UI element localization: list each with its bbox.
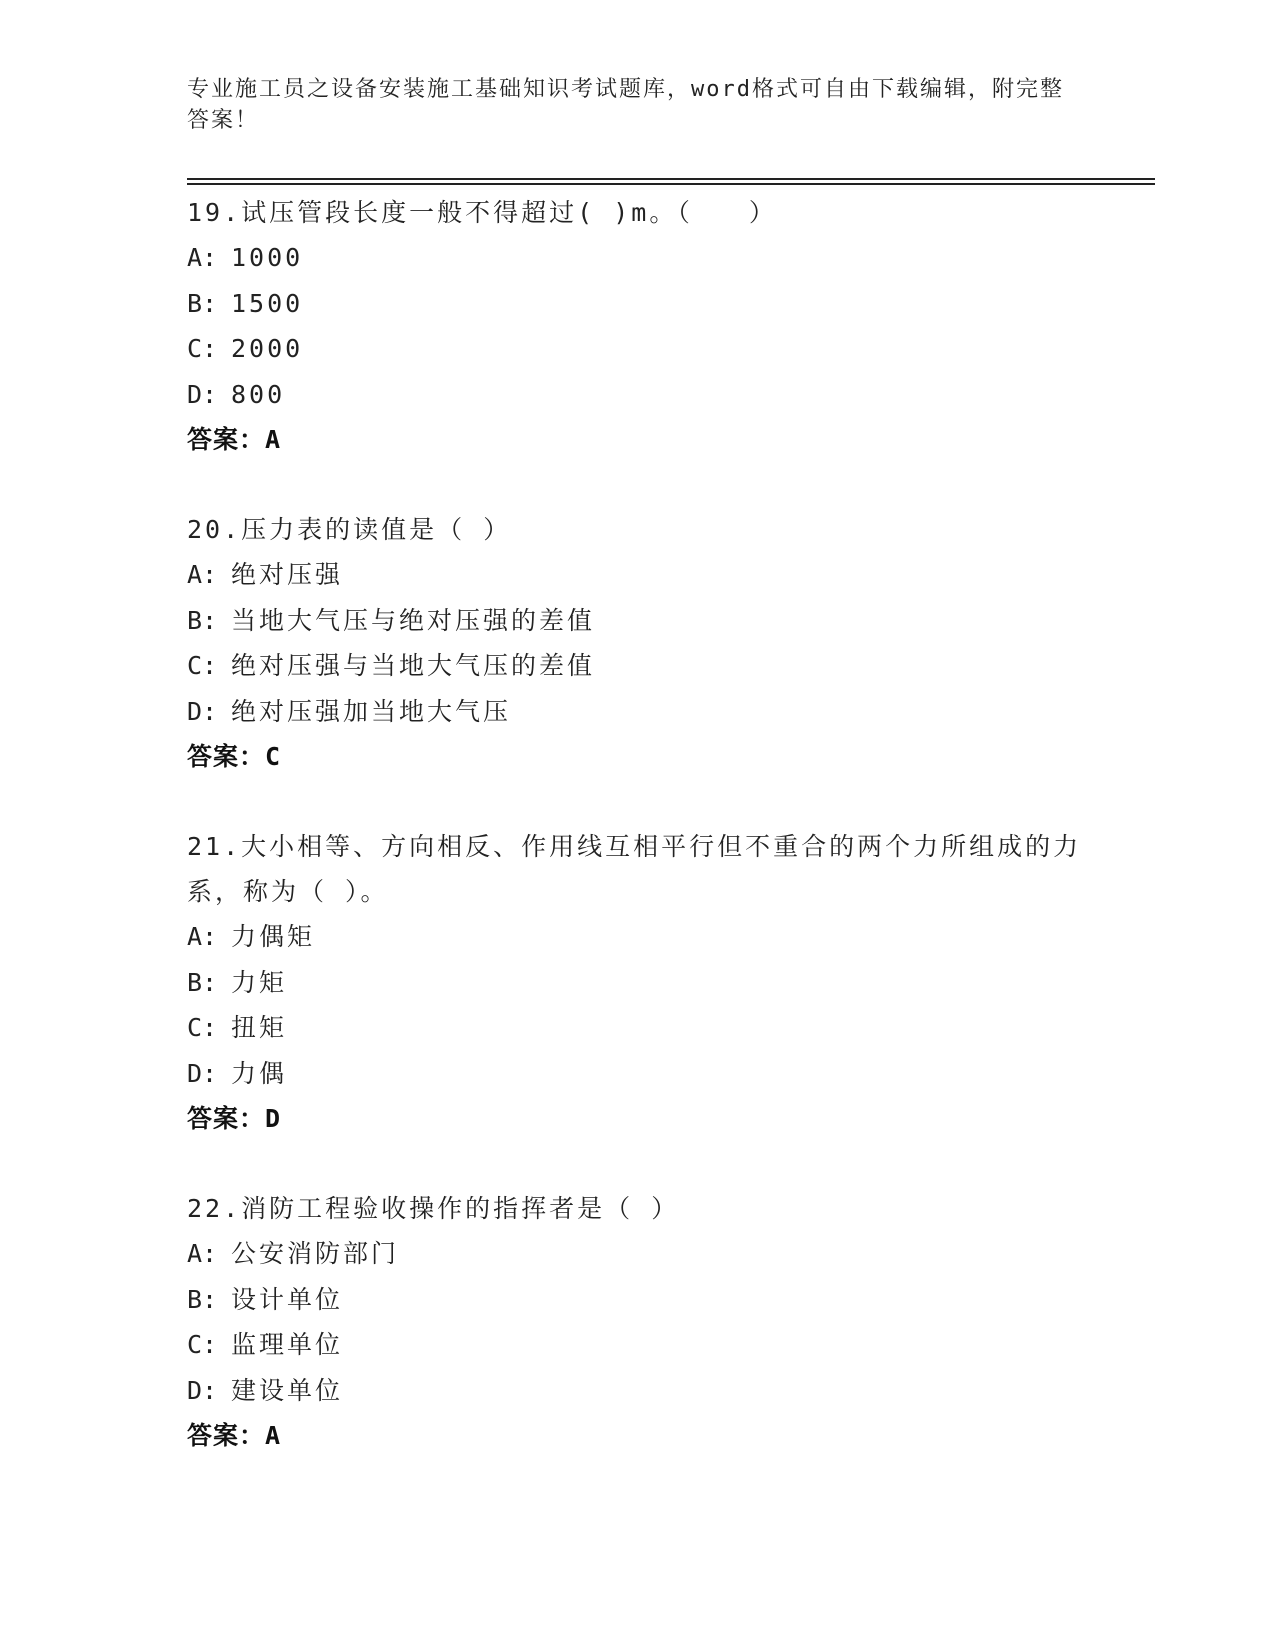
question-stem: 21.大小相等、方向相反、作用线互相平行但不重合的两个力所组成的力系，称为（ ）。 xyxy=(187,832,1082,906)
option-letter: C: xyxy=(187,1013,218,1042)
option-letter: B: xyxy=(187,605,218,635)
option-letter: A: xyxy=(187,243,218,272)
question-19 xyxy=(187,190,1087,462)
option-a xyxy=(187,1231,1087,1277)
question-20 xyxy=(187,507,1087,779)
option-letter: D: xyxy=(187,1058,218,1088)
option-a xyxy=(187,914,1087,960)
option-b xyxy=(187,598,1087,644)
option-text: 1500 xyxy=(231,288,304,318)
answer-line: 答案：A xyxy=(187,1421,282,1450)
option-text: 1000 xyxy=(231,243,304,272)
option-letter: A: xyxy=(187,1239,218,1268)
option-text: 力偶矩 xyxy=(231,922,316,951)
option-letter: B: xyxy=(187,967,218,997)
option-letter: C: xyxy=(187,334,218,363)
option-d xyxy=(187,1051,1087,1097)
document-header: 专业施工员之设备安装施工基础知识考试题库，word格式可自由下载编辑，附完整答案！ xyxy=(187,77,1064,133)
header-divider-top xyxy=(187,178,1155,180)
option-text: 2000 xyxy=(231,334,304,363)
question-list xyxy=(187,190,1087,1503)
option-a xyxy=(187,552,1087,598)
option-text: 力偶 xyxy=(231,1058,288,1088)
question-22 xyxy=(187,1186,1087,1458)
option-text: 设计单位 xyxy=(231,1284,344,1314)
answer-line: 答案：D xyxy=(187,1104,282,1133)
question-stem: 22.消防工程验收操作的指挥者是（ ） xyxy=(187,1194,680,1223)
option-b xyxy=(187,1277,1087,1323)
option-text: 800 xyxy=(231,379,286,409)
option-d xyxy=(187,1368,1087,1414)
option-letter: A: xyxy=(187,922,218,951)
option-text: 绝对压强与当地大气压的差值 xyxy=(231,651,596,680)
header-divider-bottom xyxy=(187,183,1155,185)
option-c xyxy=(187,326,1087,372)
option-c xyxy=(187,1005,1087,1051)
option-text: 建设单位 xyxy=(231,1375,344,1405)
option-letter: D: xyxy=(187,696,218,726)
option-c xyxy=(187,643,1087,689)
option-letter: A: xyxy=(187,560,218,589)
question-21 xyxy=(187,824,1087,1141)
answer-line: 答案：C xyxy=(187,742,282,771)
option-d xyxy=(187,689,1087,735)
option-text: 力矩 xyxy=(231,967,288,997)
option-text: 扭矩 xyxy=(231,1013,288,1042)
option-letter: D: xyxy=(187,1375,218,1405)
option-letter: C: xyxy=(187,651,218,680)
option-text: 当地大气压与绝对压强的差值 xyxy=(231,605,596,635)
option-letter: B: xyxy=(187,1284,218,1314)
option-d xyxy=(187,372,1087,418)
option-text: 监理单位 xyxy=(231,1330,344,1359)
option-c xyxy=(187,1322,1087,1368)
option-letter: D: xyxy=(187,379,218,409)
option-text: 绝对压强加当地大气压 xyxy=(231,696,512,726)
question-stem: 19.试压管段长度一般不得超过( )m。（ ） xyxy=(187,198,777,227)
option-text: 绝对压强 xyxy=(231,560,344,589)
option-letter: B: xyxy=(187,288,218,318)
option-a xyxy=(187,235,1087,281)
option-letter: C: xyxy=(187,1330,218,1359)
option-b xyxy=(187,960,1087,1006)
option-b xyxy=(187,281,1087,327)
question-stem: 20.压力表的读值是（ ） xyxy=(187,515,512,544)
option-text: 公安消防部门 xyxy=(231,1239,400,1268)
answer-line: 答案：A xyxy=(187,425,282,454)
